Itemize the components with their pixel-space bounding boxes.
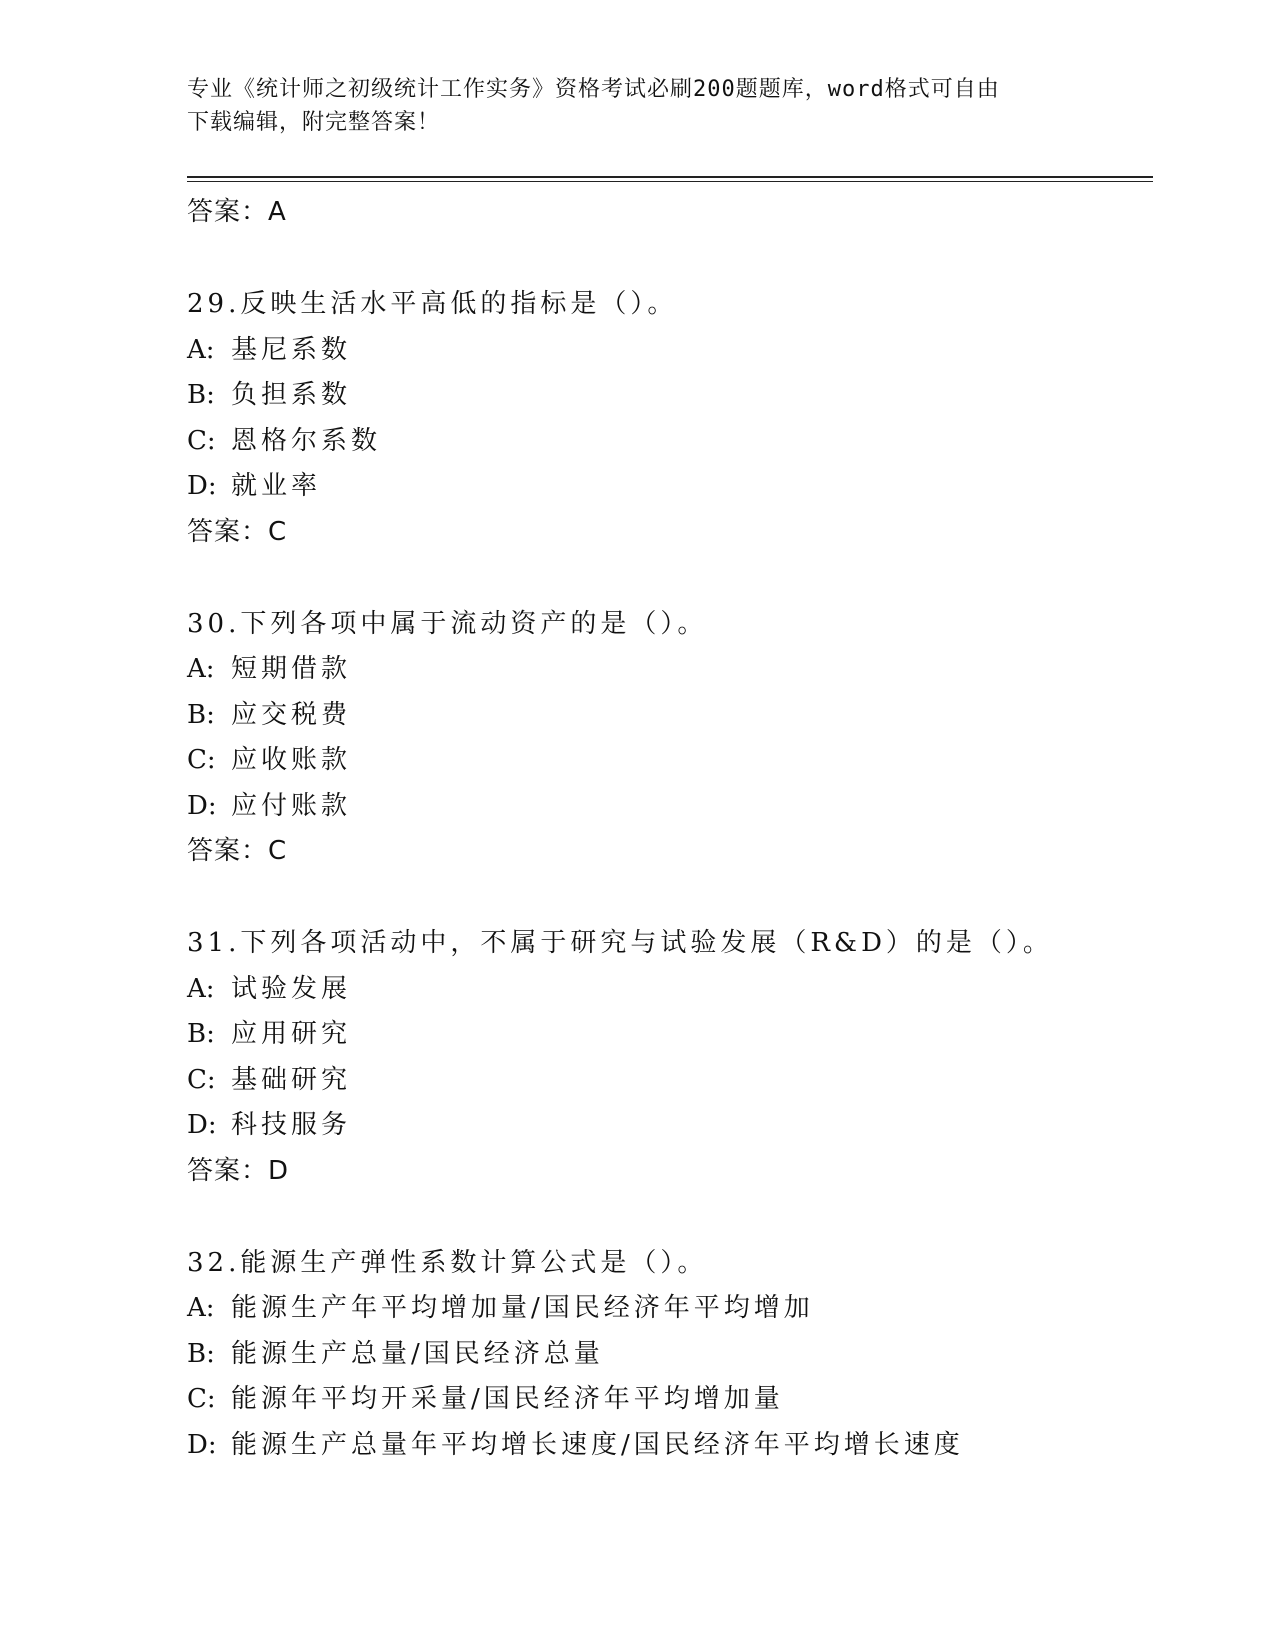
header-line-2: 下载编辑，附完整答案！ bbox=[187, 110, 441, 135]
option-d: D: 科技服务 bbox=[187, 1110, 352, 1140]
answer-prev: 答案：A bbox=[187, 197, 287, 227]
question-30 bbox=[187, 602, 1153, 875]
header-line-1: 专业《统计师之初级统计工作实务》资格考试必刷200题题库，word格式可自由 bbox=[187, 77, 1000, 102]
option-d: D: 能源生产总量年平均增长速度/国民经济年平均增长速度 bbox=[187, 1429, 964, 1460]
question-stem: 31.下列各项活动中，不属于研究与试验发展（R&D）的是（）。 bbox=[187, 928, 1053, 958]
option-b: B: 能源生产总量/国民经济总量 bbox=[187, 1338, 604, 1369]
option-c: C: 基础研究 bbox=[187, 1064, 352, 1095]
option-c: C: 应收账款 bbox=[187, 745, 352, 775]
question-32 bbox=[187, 1241, 1153, 1469]
option-a: A: 基尼系数 bbox=[187, 334, 352, 365]
header-rule-bottom bbox=[187, 181, 1153, 182]
answer: 答案：C bbox=[187, 836, 288, 866]
option-a: A: 试验发展 bbox=[187, 973, 352, 1004]
option-b: B: 应用研究 bbox=[187, 1019, 352, 1049]
question-stem: 29.反映生活水平高低的指标是（）。 bbox=[187, 289, 678, 319]
question-31 bbox=[187, 921, 1153, 1194]
option-c: C: 恩格尔系数 bbox=[187, 425, 382, 456]
question-29 bbox=[187, 282, 1153, 555]
option-d: D: 就业率 bbox=[187, 471, 322, 501]
question-stem: 32.能源生产弹性系数计算公式是（）。 bbox=[187, 1247, 708, 1278]
question-list bbox=[187, 190, 1153, 1468]
option-b: B: 应交税费 bbox=[187, 699, 352, 730]
document-header bbox=[187, 73, 1087, 139]
option-b: B: 负担系数 bbox=[187, 380, 352, 410]
header-rule-top bbox=[187, 176, 1153, 178]
question-stem: 30.下列各项中属于流动资产的是（）。 bbox=[187, 608, 708, 639]
option-a: A: 短期借款 bbox=[187, 654, 352, 684]
answer: 答案：D bbox=[187, 1155, 290, 1186]
option-a: A: 能源生产年平均增加量/国民经济年平均增加 bbox=[187, 1293, 814, 1323]
option-d: D: 应付账款 bbox=[187, 790, 352, 821]
option-c: C: 能源年平均开采量/国民经济年平均增加量 bbox=[187, 1384, 784, 1414]
answer: 答案：C bbox=[187, 516, 288, 547]
